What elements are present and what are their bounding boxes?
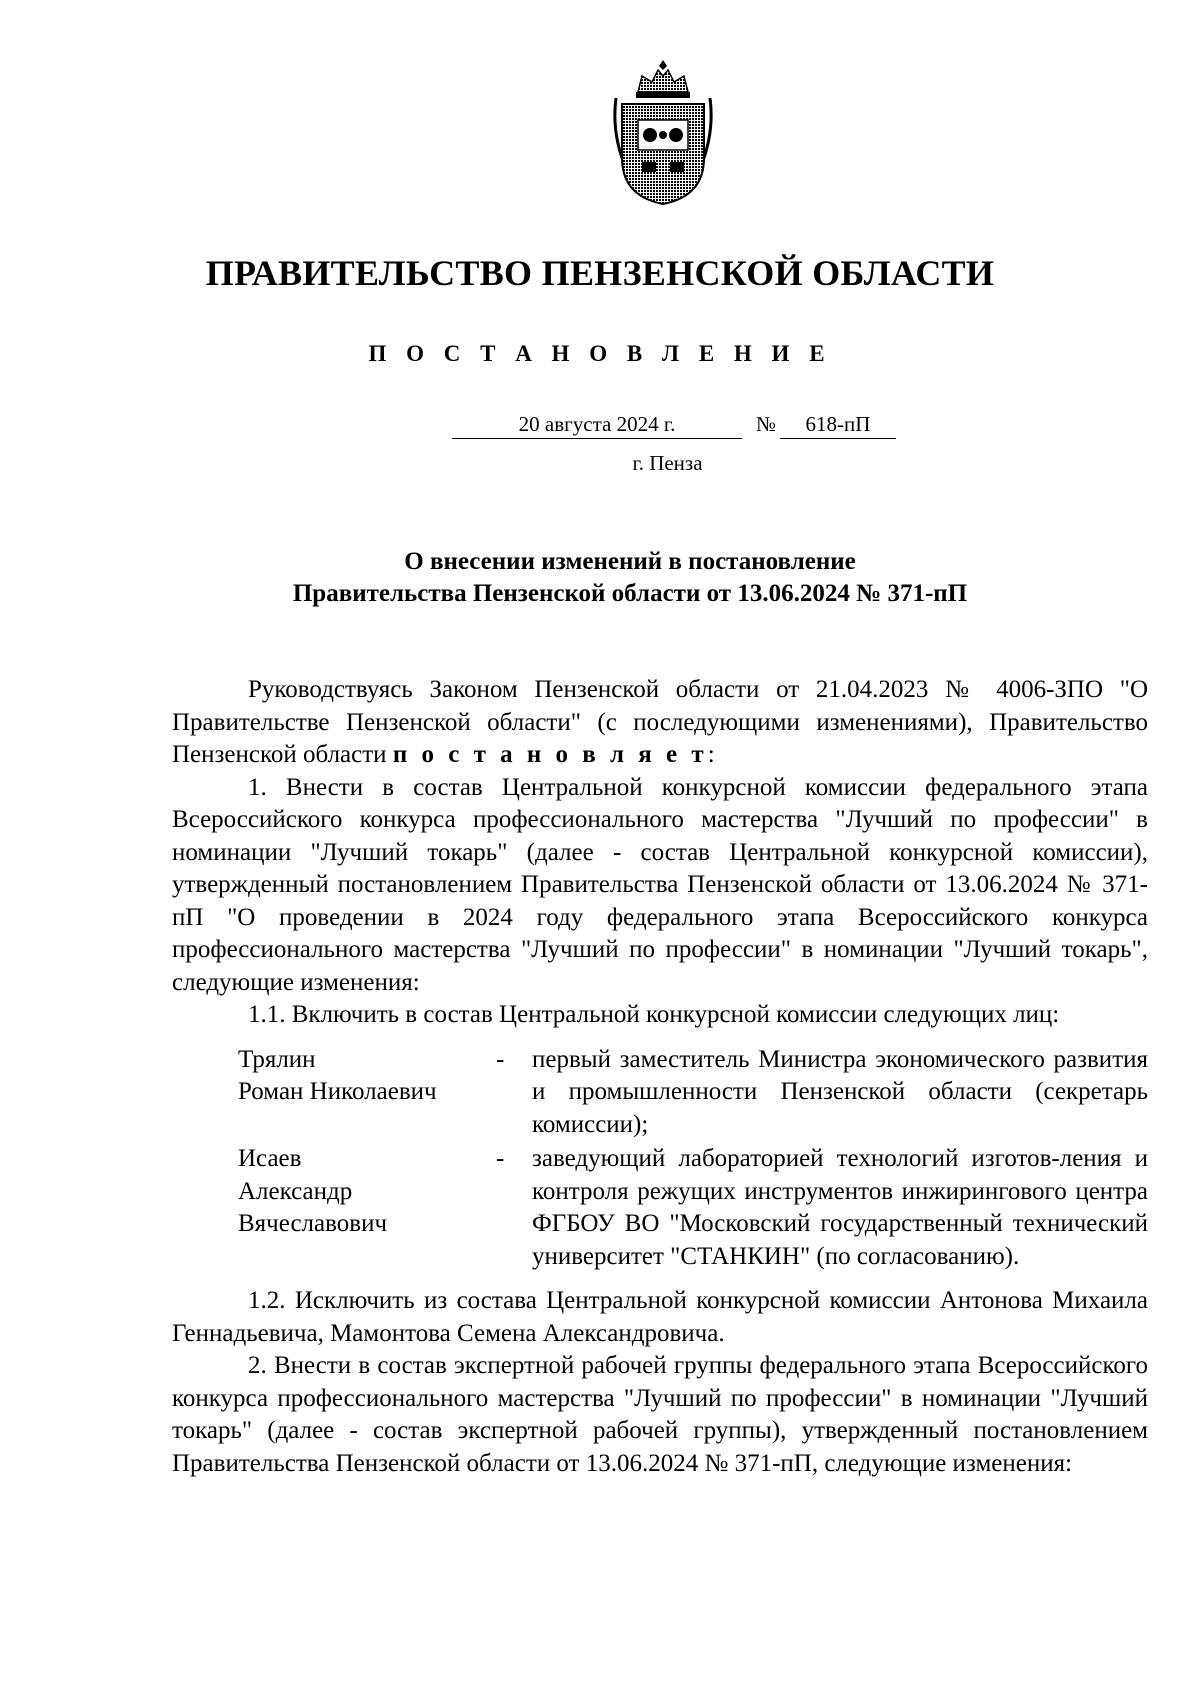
- member-surname: Исаев: [238, 1145, 302, 1172]
- member-given-names: Александр Вячеславович: [238, 1177, 388, 1237]
- member-dash: -: [496, 1045, 505, 1073]
- member-row: [172, 1143, 1148, 1273]
- number-sign: №: [756, 412, 777, 436]
- coat-of-arms-emblem: [608, 58, 718, 208]
- members-list: [172, 1044, 1148, 1274]
- member-name: [172, 1044, 496, 1142]
- document-body: [172, 674, 1148, 1480]
- preamble-text: Руководствуясь Законом Пензенской области от 21.04.2023 № 4006-ЗПО "О Правительстве Пензенской области" (с последующими изменениями), Правительство Пензенской области: [172, 676, 1148, 768]
- member-position: первый заместитель Министра экономического развития и промышленности Пензенской области (секретарь комиссии);: [532, 1045, 1148, 1138]
- document-number: 618-пП: [780, 410, 896, 439]
- document-title: [0, 546, 1200, 610]
- item-1-2-paragraph: 1.2. Исключить из состава Центральной конкурсной комиссии Антонова Михаила Геннадьевича, Мамонтова Семена Александровича.: [172, 1287, 1148, 1347]
- title-line-1: О внесении изменений в постановление: [404, 548, 856, 575]
- member-position: заведующий лабораторией технологий изготов-ления и контроля режущих инструментов инжирингового центра ФГБОУ ВО "Московский государственный технический университет "СТАНКИН" (по согласованию).: [532, 1145, 1148, 1270]
- item-1-paragraph: 1. Внести в состав Центральной конкурсной комиссии федерального этапа Всероссийского конкурса профессионального мастерства "Лучший по профессии" в номинации "Лучший токарь" (далее - состав Центральной конкурсной комиссии), утвержденный постановлением Правительства Пензенской области от 13.06.2024 № 371-пП "О проведении в 2024 году федерального этапа Всероссийского конкурса профессионального мастерства "Лучший по профессии" в номинации "Лучший токарь", следующие изменения:: [172, 773, 1148, 996]
- organization-name: ПРАВИТЕЛЬСТВО ПЕНЗЕНСКОЙ ОБЛАСТИ: [205, 253, 995, 293]
- member-row: [172, 1044, 1148, 1142]
- preamble-end: :: [707, 741, 715, 768]
- member-dash: -: [496, 1145, 505, 1172]
- item-1-1-paragraph: 1.1. Включить в состав Центральной конкурсной комиссии следующих лиц:: [248, 1001, 1060, 1028]
- document-type: П О С Т А Н О В Л Е Н И Е: [368, 341, 832, 366]
- member-given-names: Роман Николаевич: [238, 1078, 437, 1105]
- city: г. Пенза: [632, 451, 703, 475]
- title-line-2: Правительства Пензенской области от 13.06.2024 № 371-пП: [292, 580, 968, 607]
- member-surname: Трялин: [238, 1045, 316, 1073]
- member-name: [172, 1143, 496, 1273]
- document-date: 20 августа 2024 г.: [452, 410, 742, 439]
- preamble-paragraph: [172, 674, 1148, 772]
- item-2-paragraph: 2. Внести в состав экспертной рабочей группы федерального этапа Всероссийского конкурса профессионального мастерства "Лучший по профессии" в номинации "Лучший токарь" (далее - состав экспертной рабочей группы), утвержденный постановлением Правительства Пензенской области от 13.06.2024 № 371-пП, следующие изменения:: [172, 1352, 1148, 1477]
- preamble-keyword: п о с т а н о в л я е т: [392, 741, 708, 768]
